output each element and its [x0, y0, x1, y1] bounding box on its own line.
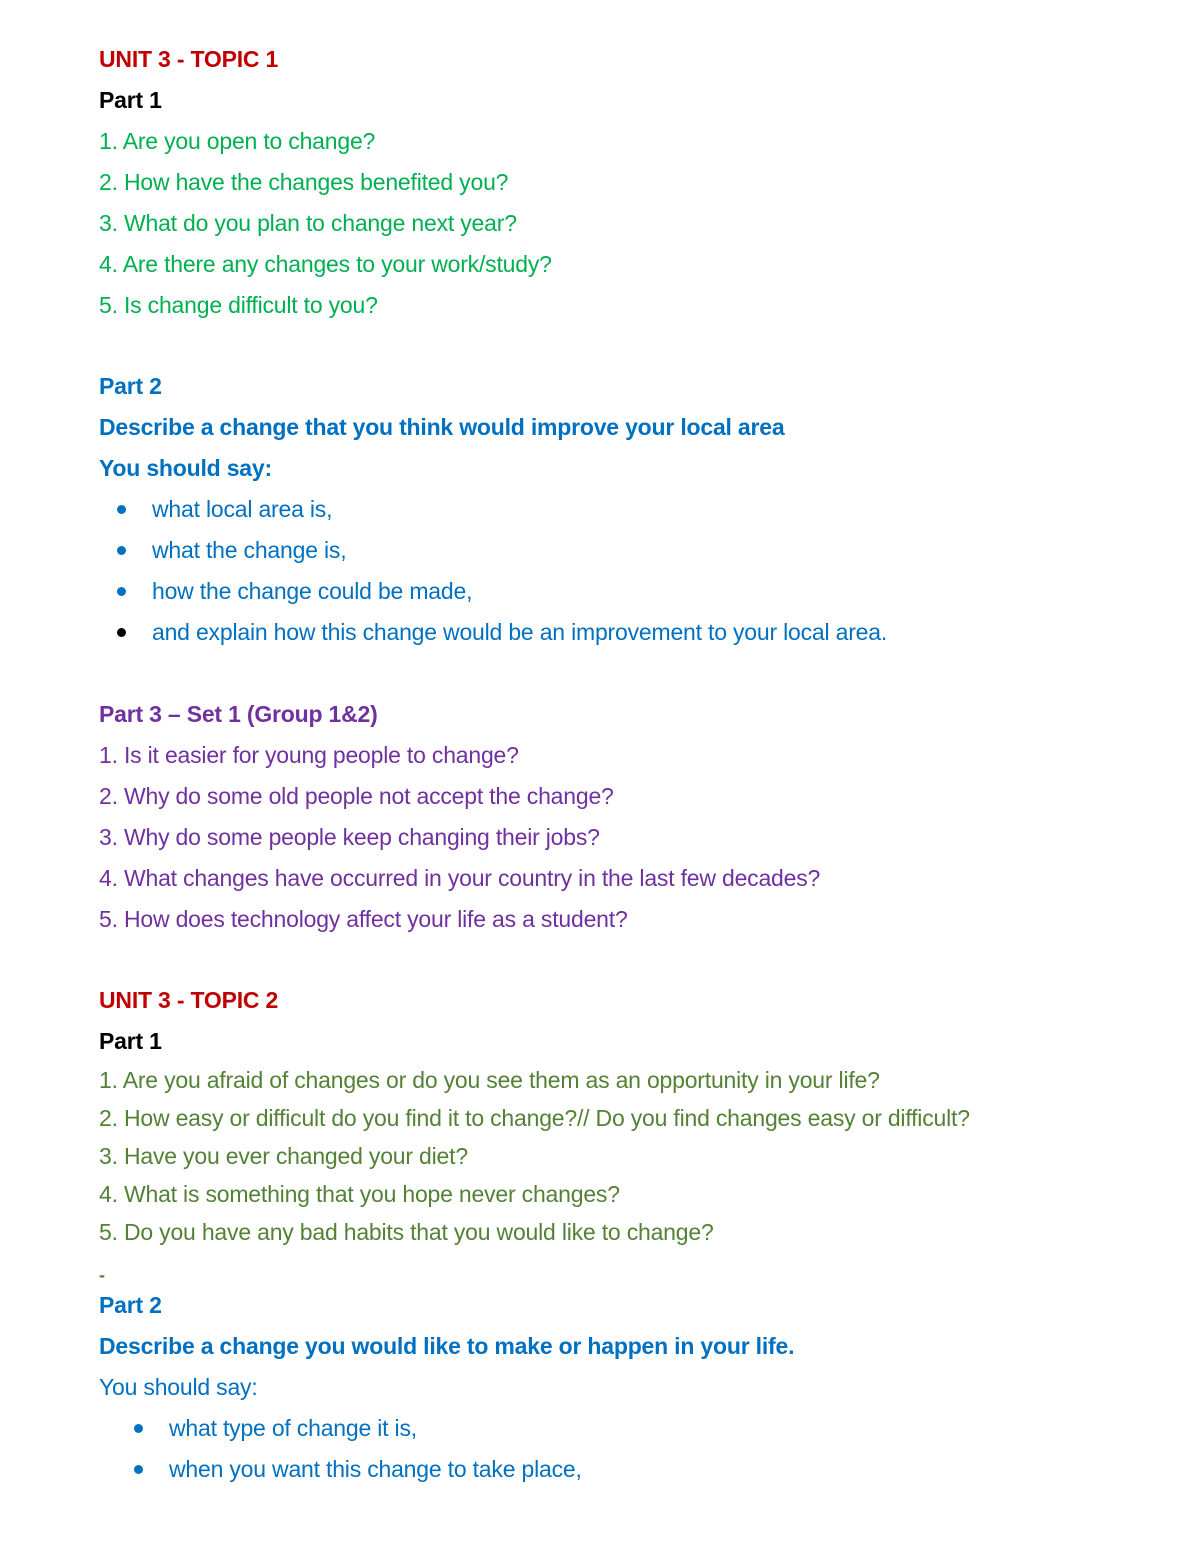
topic2-part1-question: 1. Are you afraid of changes or do you see them as an opportunity in your life?	[99, 1067, 880, 1093]
topic1-part1-question: 3. What do you plan to change next year?	[99, 210, 517, 236]
bullet-text: what local area is,	[152, 496, 333, 522]
bullet-text: and explain how this change would be an improvement to your local area.	[152, 619, 888, 645]
topic1-part1-question: 4. Are there any changes to your work/study?	[99, 251, 552, 277]
bullet-text: how the change could be made,	[152, 578, 473, 604]
bullet-icon	[117, 546, 126, 555]
bullet-text: what type of change it is,	[169, 1415, 417, 1441]
topic1-part3-question: 1. Is it easier for young people to change?	[99, 742, 519, 768]
topic2-trailing-dash: -	[99, 1265, 105, 1285]
bullet-icon	[117, 505, 126, 514]
topic2-part2-should-say: You should say:	[99, 1374, 258, 1400]
topic2-part1-question: 3. Have you ever changed your diet?	[99, 1143, 468, 1169]
topic1-part2-prompt: Describe a change that you think would improve your local area	[99, 414, 785, 440]
bullet-icon	[117, 628, 126, 637]
topic1-part1-question: 1. Are you open to change?	[99, 128, 376, 154]
bullet-icon	[117, 587, 126, 596]
topic1-part3-question: 3. Why do some people keep changing their jobs?	[99, 824, 600, 850]
topic2-part1-question: 5. Do you have any bad habits that you would like to change?	[99, 1219, 714, 1245]
topic2-part1-title: Part 1	[99, 1028, 162, 1054]
topic1-part3-question: 2. Why do some old people not accept the change?	[99, 783, 614, 809]
topic1-part1-question: 5. Is change difficult to you?	[99, 292, 378, 318]
topic2-heading: UNIT 3 - TOPIC 2	[99, 987, 279, 1013]
topic1-part3-title: Part 3 – Set 1 (Group 1&2)	[99, 701, 378, 727]
topic2-part2-prompt: Describe a change you would like to make or happen in your life.	[99, 1333, 795, 1359]
bullet-icon	[134, 1424, 143, 1433]
bullet-icon	[134, 1465, 143, 1474]
topic1-part1-question: 2. How have the changes benefited you?	[99, 169, 509, 195]
topic1-part2-should-say: You should say:	[99, 455, 272, 481]
topic1-part2-title: Part 2	[99, 373, 162, 399]
topic1-part3-question: 4. What changes have occurred in your country in the last few decades?	[99, 865, 821, 891]
topic2-part2-title: Part 2	[99, 1292, 162, 1318]
topic1-part3-question: 5. How does technology affect your life as a student?	[99, 906, 628, 932]
bullet-text: when you want this change to take place,	[169, 1456, 582, 1482]
bullet-text: what the change is,	[152, 537, 347, 563]
topic1-part1-title: Part 1	[99, 87, 162, 113]
topic2-part1-question: 2. How easy or difficult do you find it to change?// Do you find changes easy or difficult?	[99, 1105, 970, 1131]
topic1-heading: UNIT 3 - TOPIC 1	[99, 46, 279, 72]
topic2-part1-question: 4. What is something that you hope never changes?	[99, 1181, 620, 1207]
